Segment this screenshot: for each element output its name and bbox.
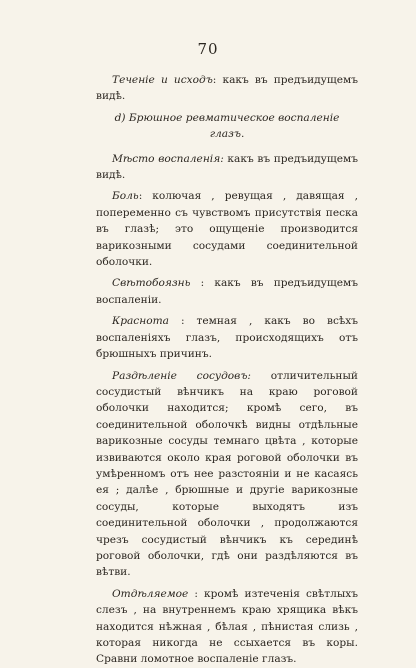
paragraph-pain	[96, 188, 358, 270]
paragraph-location	[96, 151, 358, 184]
term-vessels: Раздѣленіе сосудовъ:	[112, 369, 251, 382]
term-photophobia: Свѣтобоязнь	[112, 277, 191, 290]
paragraph-redness	[96, 313, 358, 362]
paragraph-course	[96, 72, 358, 105]
term-location: Мѣсто воспаленія:	[112, 152, 224, 165]
text-redness: : темная , какъ во всѣхъ воспаленіяхъ глазъ, происходящихъ отъ брюшныхъ причинъ.	[96, 315, 358, 361]
section-heading: d) Брюшное ревматическое воспаленіе глазъ.	[114, 111, 340, 141]
paragraph-vessels	[96, 368, 358, 581]
text-course: : какъ въ предъидущемъ видѣ.	[96, 74, 358, 103]
page-body	[96, 72, 358, 668]
term-pain: Боль	[112, 190, 139, 203]
text-discharge: : кромѣ изтеченія свѣтлыхъ слезъ , на внутреннемъ краю хрящика вѣкъ находится нѣжная , бѣлая , пѣнистая слизь , которая никогда не ссыхается въ коры. Сравни ломотное воспаленіе глазъ.	[96, 587, 358, 666]
term-discharge: Отдѣляемое	[112, 587, 189, 600]
page-number: 70	[197, 40, 219, 58]
term-course: Теченіе и исходъ	[112, 74, 213, 86]
text-location: какъ въ предъидущемъ видѣ.	[96, 152, 358, 182]
paragraph-discharge	[96, 586, 358, 668]
paragraph-photophobia	[96, 275, 358, 308]
text-pain: : колючая , ревущая , давящая , попеременно съ чувствомъ присутствія песка въ глазѣ; это ощущеніе производится варикозными сосудами соединительной оболочки.	[96, 190, 358, 269]
text-photophobia: : какъ въ предъидущемъ воспаленіи.	[96, 277, 358, 306]
term-redness: Краснота	[112, 315, 169, 328]
text-vessels: отличительный сосудистый вѣнчикъ на краю роговой оболочки находится; кромѣ сего, въ соединительной оболочкѣ видны отдѣльные варикозные сосуды темнаго цвѣта , которые извиваются около края роговой оболочки въ умѣренномъ отъ нее разстояніи и не касаясь ея ; далѣе , брюшные и другіе варикозные сосуды, которые выходятъ изъ соединительной оболочки , продолжаются чрезъ сосудистый вѣнчикъ къ серединѣ роговой оболочки, гдѣ они раздѣляются въ вѣтви.	[96, 369, 358, 579]
